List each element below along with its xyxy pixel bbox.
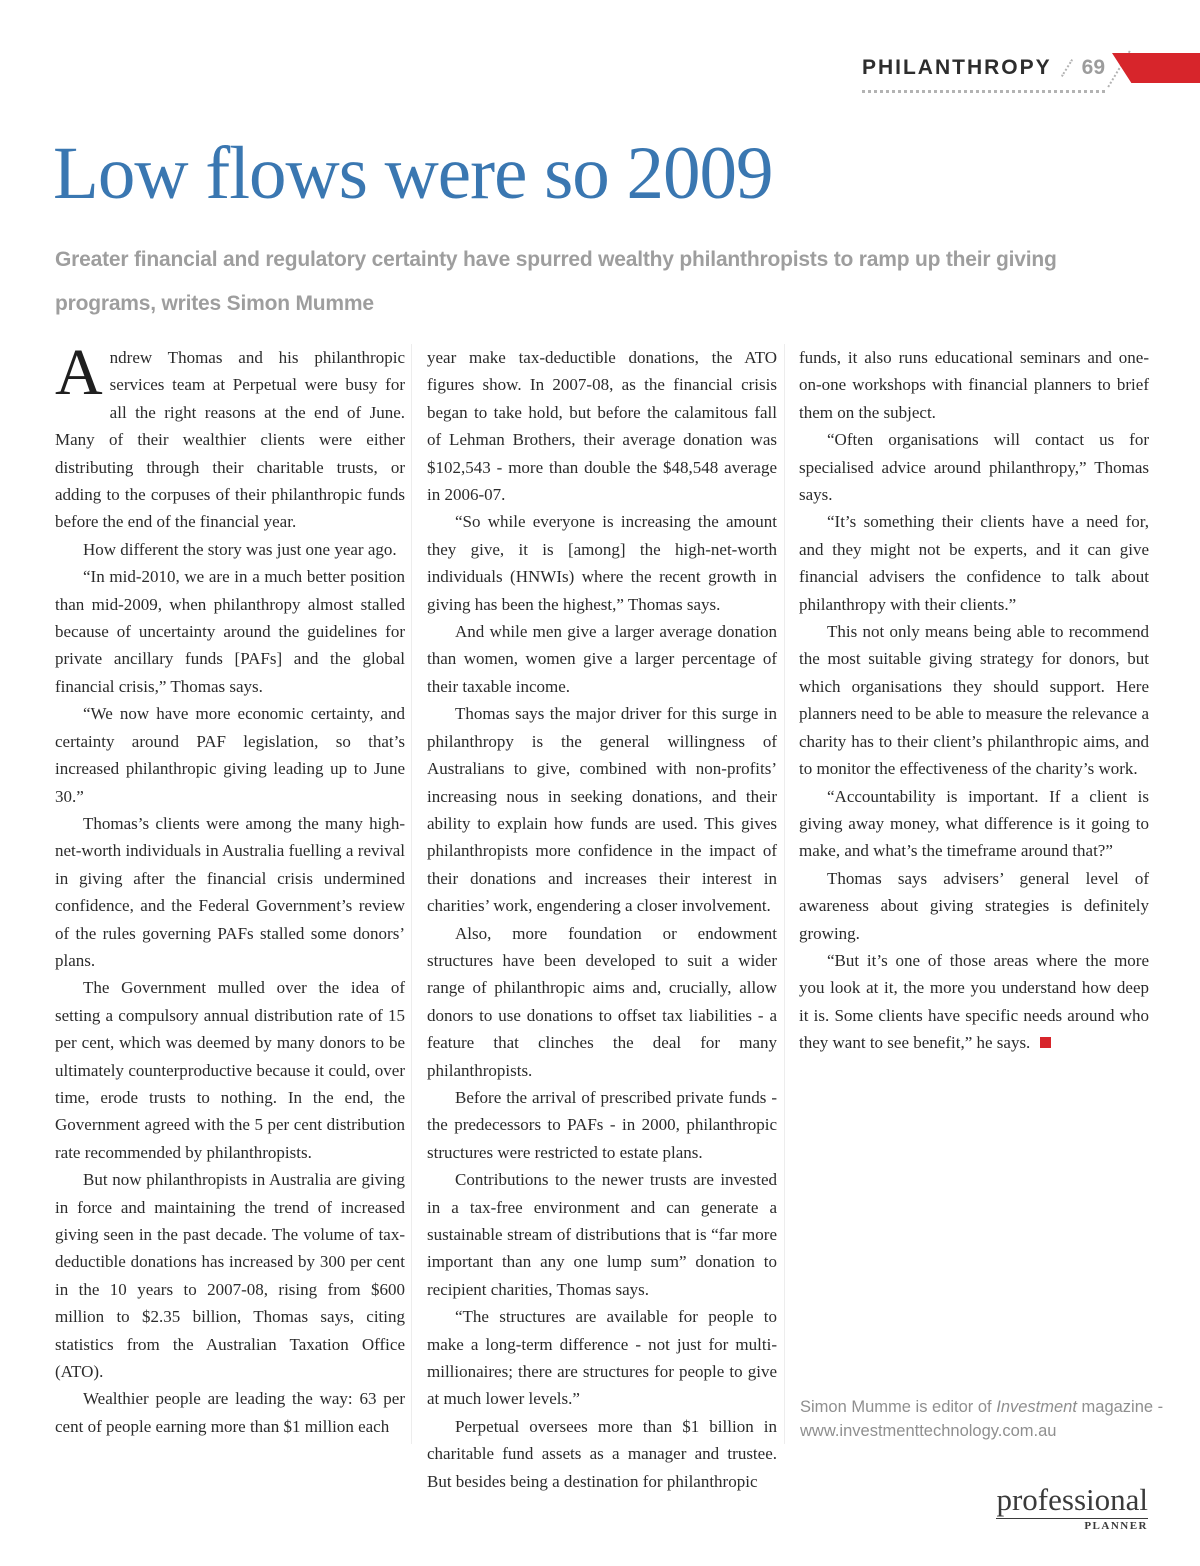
end-mark <box>1040 1037 1051 1048</box>
paragraph: “It’s something their clients have a need for, and they might not be experts, and it can give financial advisers the confidence to talk about philanthropy with their clients.” <box>799 512 1149 614</box>
paragraph: But now philanthropists in Australia are giving in force and maintaining the trend of increased giving seen in the past decade. The volume of tax-deductible donations has increased by 300 per cent in the 10 years to 2007-08, rising from $600 million to $2.35 billion, Thomas says, citing statistics from the Australian Taxation Office (ATO). <box>55 1170 405 1382</box>
paragraph: “Accountability is important. If a client is giving away money, what difference is it going to make, and what’s the timeframe around that?” <box>799 786 1149 861</box>
article-column <box>427 344 777 1495</box>
author-note <box>800 1396 1172 1444</box>
author-note-text: Simon Mumme is editor of <box>800 1398 997 1416</box>
paragraph: “So while everyone is increasing the amount they give, it is [among] the high-net-worth individuals (HNWIs) where the recent growth in giving has been the highest,” Thomas says. <box>427 512 777 614</box>
section-label: PHILANTHROPY <box>861 56 1052 79</box>
paragraph: Contributions to the newer trusts are invested in a tax-free environment and can generate a sustainable stream of distributions that is “far more important than any one lump sum” donation to recipient charities, Thomas says. <box>427 1170 777 1299</box>
paragraph: “The structures are available for people to make a long-term difference - not just for multi-millionaires; there are structures for people to give at much lower levels.” <box>427 1307 777 1409</box>
standfirst: Greater financial and regulatory certainty have spurred wealthy philanthropists to ramp up their giving programs, writes Simon Mumme <box>55 248 1057 315</box>
paragraph: And while men give a larger average donation than women, women give a larger percentage of their taxable income. <box>427 622 777 696</box>
paragraph: This not only means being able to recommend the most suitable giving strategy for donors, but which organisations they should support. Here planners need to be able to measure the relevance a charity has to their client’s philanthropic aims, and to monitor the effectiveness of the charity’s work. <box>799 622 1149 779</box>
paragraph: Wealthier people are leading the way: 63 per cent of people earning more than $1 million each <box>55 1389 405 1436</box>
publication-logo <box>996 1484 1148 1532</box>
paragraph: How different the story was just one year ago. <box>83 539 397 559</box>
paragraph: Also, more foundation or endowment structures have been developed to suit a wider range of philanthropic aims and, crucially, allow donors to use donations to offset tax liabilities - a feature that clinches the deal for many philanthropists. <box>427 923 777 1080</box>
paragraph: Perpetual oversees more than $1 billion in charitable fund assets as a manager and trustee. But besides being a destination for philanthropic <box>427 1416 777 1491</box>
logo-wordmark: professional <box>996 1482 1148 1517</box>
paragraph: Thomas’s clients were among the many high-net-worth individuals in Australia fuelling a revival in giving after the financial crisis undermined confidence, and the Federal Government’s review of the rules governing PAFs stalled some donors’ plans. <box>55 813 405 970</box>
paragraph: “We now have more economic certainty, and certainty around PAF legislation, so that’s increased philanthropic giving leading up to June 30.” <box>55 704 405 806</box>
magazine-name: Investment <box>996 1398 1077 1416</box>
article-columns <box>55 336 1150 1495</box>
logo-subtitle: PLANNER <box>1084 1519 1148 1532</box>
paragraph: “Often organisations will contact us for specialised advice around philanthropy,” Thomas says. <box>799 430 1149 505</box>
article-column <box>799 344 1149 1495</box>
paragraph: “In mid-2010, we are in a much better position than mid-2009, when philanthropy almost stalled because of uncertainty around the guidelines for private ancillary funds [PAFs] and the global financial crisis,” Thomas says. <box>55 567 405 696</box>
paragraph: Thomas says advisers’ general level of awareness about giving strategies is definitely growing. <box>799 868 1149 943</box>
article-title: Low flows were so 2009 <box>53 132 773 215</box>
paragraph: Before the arrival of prescribed private funds - the predecessors to PAFs - in 2000, philanthropic structures were restricted to estate plans. <box>427 1087 777 1162</box>
paragraph: funds, it also runs educational seminars and one-on-one workshops with financial planners to brief them on the subject. <box>799 348 1149 422</box>
page-number: 69 <box>1081 56 1105 79</box>
paragraph: Thomas says the major driver for this surge in philanthropy is the general willingness of Australians to give, combined with non-profits’ increasing nous in seeking donations, and their ability to explain how funds are used. This gives philanthropists more confidence in the impact of their donations and increases their interest in charities’ work, engendering a closer involvement. <box>427 704 777 916</box>
author-note-text: magazine - www.investmenttechnology.com.au <box>800 1398 1164 1440</box>
paragraph: The Government mulled over the idea of setting a compulsory annual distribution rate of 15 per cent, which was deemed by many donors to be ultimately counterproductive because it could, over time, erode trusts to nothing. In the end, the Government agreed with the 5 per cent distribution rate recommended by philanthropists. <box>55 978 405 1162</box>
red-banner <box>1112 53 1200 83</box>
paragraph: Andrew Thomas and his philanthropic services team at Perpetual were busy for all the right reasons at the end of June. Many of their wealthier clients were either distributing through their charitable trusts, or adding to the corpuses of their philanthropic funds before the end of the financial year. <box>55 336 405 532</box>
paragraph: year make tax-deductible donations, the ATO figures show. In 2007-08, as the financial crisis began to take hold, but before the calamitous fall of Lehman Brothers, their average donation was $102,543 - more than double the $48,548 average in 2006-07. <box>427 348 777 505</box>
dotted-accent-icon <box>1060 59 1072 77</box>
article-column <box>55 336 405 1495</box>
section-header <box>862 56 1105 93</box>
drop-cap: A <box>55 336 103 409</box>
paragraph: “But it’s one of those areas where the more you look at it, the more you understand how deep it is. Some clients have specific needs around who they want to see benefit,” he says. <box>799 950 1149 1053</box>
